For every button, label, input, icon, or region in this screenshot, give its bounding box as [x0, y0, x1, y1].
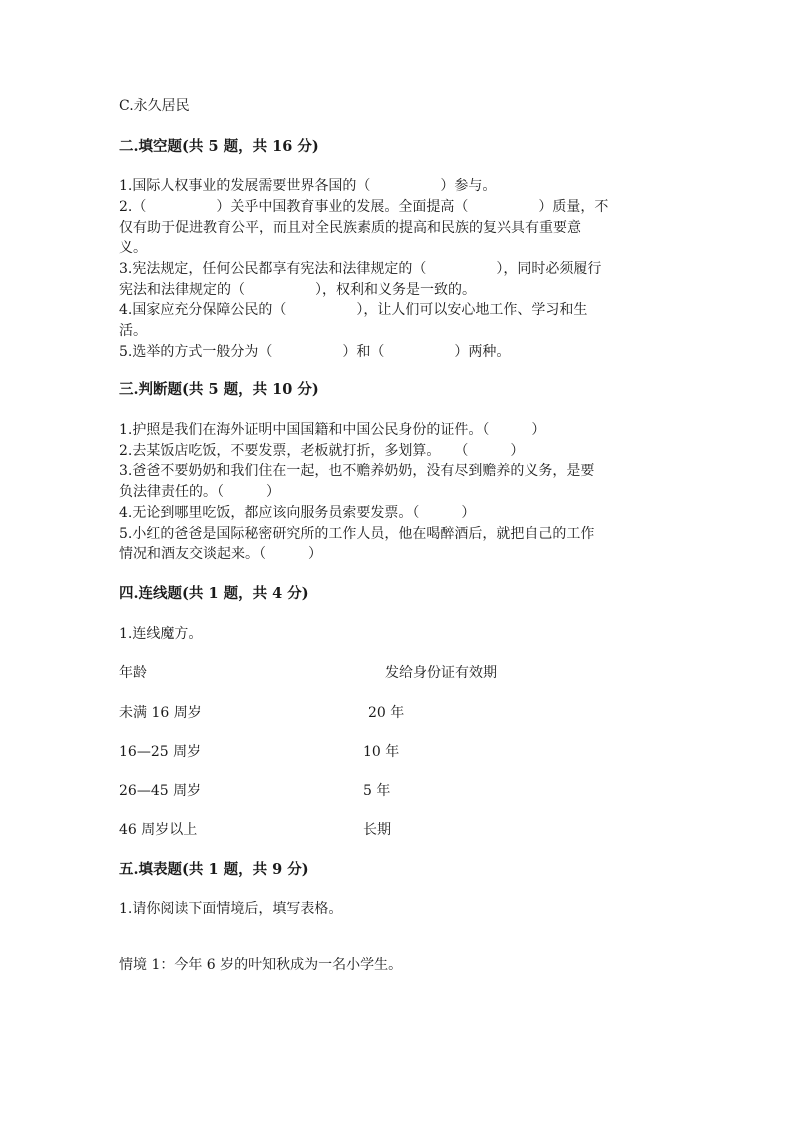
true-false-line: 5.小红的爸爸是国际秘密研究所的工作人员，他在喝醉酒后，就把自己的工作 [119, 526, 595, 542]
true-false-line: 情况和酒友交谈起来。（ ） [119, 546, 322, 562]
true-false-line: 负法律责任的。（ ） [119, 484, 280, 500]
fill-blank-line: 3.宪法规定，任何公民都享有宪法和法律规定的（ ），同时必须履行 [119, 261, 602, 277]
matching-left-item: 46 周岁以上 [119, 822, 198, 838]
scenario-text: 情境 1：今年 6 岁的叶知秋成为一名小学生。 [119, 957, 403, 973]
section-fill-blank-heading: 二.填空题(共 5 题，共 16 分) [119, 138, 319, 155]
true-false-line: 4.无论到哪里吃饭，都应该向服务员索要发票。（ ） [119, 505, 476, 521]
section-true-false-heading: 三.判断题(共 5 题，共 10 分) [119, 381, 319, 398]
true-false-line: 3.爸爸不要奶奶和我们住在一起，也不赡养奶奶，没有尽到赡养的义务，是要 [119, 463, 595, 479]
matching-right-header: 发给身份证有效期 [385, 665, 497, 681]
fill-blank-line: 5.选举的方式一般分为（ ）和（ ）两种。 [119, 344, 511, 360]
table-question: 1.请你阅读下面情境后，填写表格。 [119, 901, 343, 917]
matching-right-item: 10 年 [363, 744, 400, 760]
true-false-line: 2.去某饭店吃饭，不要发票，老板就打折，多划算。 （ ） [119, 443, 525, 459]
section-matching-heading: 四.连线题(共 1 题，共 4 分) [119, 585, 309, 602]
matching-left-item: 16—25 周岁 [119, 744, 202, 760]
fill-blank-line: 仅有助于促进教育公平，而且对全民族素质的提高和民族的复兴具有重要意 [119, 220, 581, 236]
matching-right-item: 20 年 [368, 705, 405, 721]
matching-left-item: 26—45 周岁 [119, 783, 202, 799]
option-c: C.永久居民 [119, 98, 190, 114]
fill-blank-line: 4.国家应充分保障公民的（ ），让人们可以安心地工作、学习和生 [119, 302, 588, 318]
matching-left-header: 年龄 [119, 665, 147, 681]
true-false-line: 1.护照是我们在海外证明中国国籍和中国公民身份的证件。（ ） [119, 422, 546, 438]
fill-blank-line: 2.（ ）关乎中国教育事业的发展。全面提高（ ）质量，不 [119, 199, 609, 215]
section-table-heading: 五.填表题(共 1 题，共 9 分) [119, 861, 309, 878]
fill-blank-line: 1.国际人权事业的发展需要世界各国的（ ）参与。 [119, 178, 497, 194]
fill-blank-line: 义。 [119, 240, 147, 256]
fill-blank-line: 宪法和法律规定的（ ），权利和义务是一致的。 [119, 282, 476, 298]
matching-right-item: 5 年 [363, 783, 391, 799]
fill-blank-line: 活。 [119, 323, 147, 339]
matching-right-item: 长期 [363, 822, 391, 838]
matching-left-item: 未满 16 周岁 [119, 705, 202, 721]
matching-question: 1.连线魔方。 [119, 626, 203, 642]
